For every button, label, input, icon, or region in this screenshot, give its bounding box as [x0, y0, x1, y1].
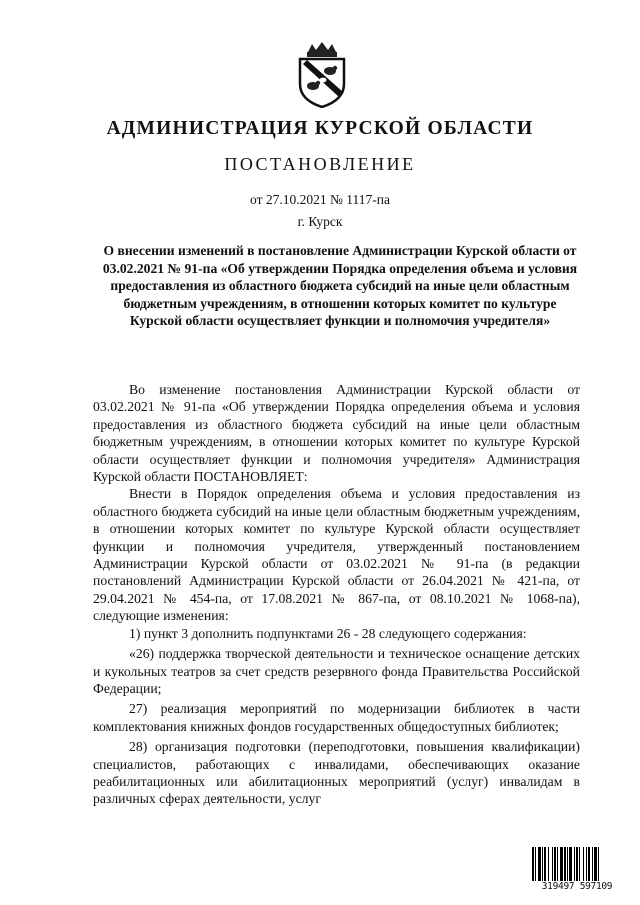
document-body — [93, 381, 580, 808]
paragraph-amendment: Внести в Порядок определения объема и условия предоставления из областного бюджета субсидий на иные цели областным бюджетным учреждениям, в отношении которых комитет по культуре Курской области осуществляет функции и полномочия учредителя, утвержденный постановлением Администрации Курской области от 03.02.2021 № 91-па (в редакции постановлений Администрации Курской области от 26.04.2021 № 421-па, от 29.04.2021 № 454-па, от 17.08.2021 № 867-па, от 08.10.2021 № 1068-па), следующие изменения: — [93, 486, 580, 624]
barcode-icon — [531, 847, 623, 883]
organization-title: АДМИНИСТРАЦИЯ КУРСКОЙ ОБЛАСТИ — [106, 118, 534, 139]
document-city: г. Курск — [297, 214, 343, 229]
coat-of-arms-icon — [294, 42, 350, 108]
paragraph-subitem-26: «26) поддержка творческой деятельности и техническое оснащение детских и кукольных театров за счет средств резервного фонда Правительства Российской Федерации; — [93, 646, 580, 696]
barcode — [531, 847, 623, 895]
paragraph-item-1: 1) пункт 3 дополнить подпунктами 26 - 28 следующего содержания: — [129, 625, 527, 641]
paragraph-subitem-27: 27) реализация мероприятий по модернизации библиотек в части комплектования книжных фондов государственных общедоступных библиотек; — [93, 701, 580, 734]
document-type: ПОСТАНОВЛЕНИЕ — [224, 154, 416, 174]
paragraph-preamble: Во изменение постановления Администрации Курской области от 03.02.2021 № 91-па «Об утверждении Порядка определения объема и условия предоставления из областного бюджета субсидий на иные цели областным бюджетным учреждениям, в отношении которых комитет по культуре Курской области осуществляет функции и полномочия учредителя» Администрация Курской области ПОСТАНОВЛЯЕТ: — [93, 382, 580, 485]
barcode-number: 319497 597109 — [531, 881, 623, 892]
paragraph-subitem-28: 28) организация подготовки (переподготовки, повышения квалификации) специалистов, работающих с инвалидами, обеспечивающих оказание реабилитационных или абилитационных мероприятий (услуг) инвалидам в различных сферах деятельности, услуг — [93, 739, 580, 807]
document-title: О внесении изменений в постановление Администрации Курской области от 03.02.2021 № 91-па «Об утверждении Порядка определения объема и условия предоставления из областного бюджета субсидий на иные цели областным бюджетным учреждениям, в отношении которых комитет по культуре Курской области осуществляет функции и полномочия учредителя» — [102, 243, 578, 329]
document-date-number: от 27.10.2021 № 1117-па — [250, 192, 390, 207]
